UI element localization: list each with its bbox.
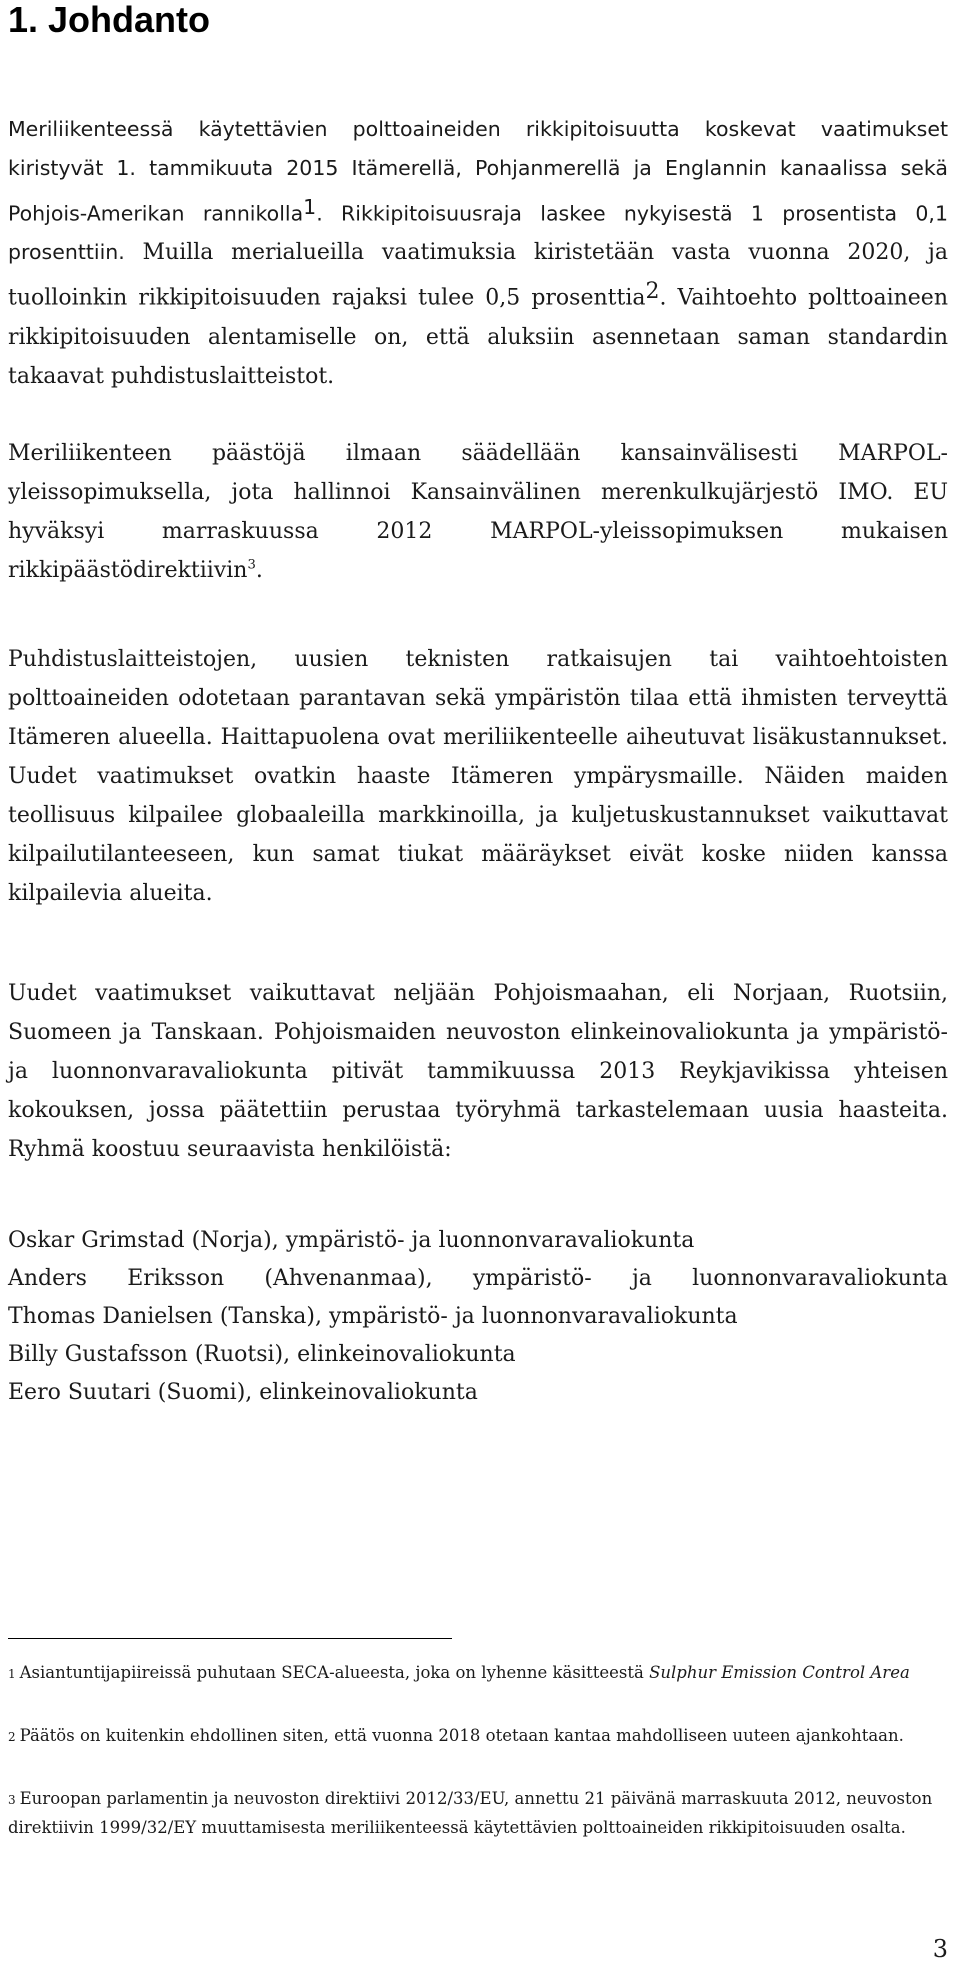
member-list — [8, 1222, 948, 1412]
footnote-1 — [8, 1658, 938, 1687]
footnote-number: 3 — [8, 1793, 16, 1807]
footnote-number: 1 — [8, 1667, 16, 1681]
paragraph-intro — [8, 110, 948, 396]
marpol-text-b: . — [255, 558, 263, 583]
intro-text-b: . Rikkipitoisuusraja laskee nykyisestä 1 prosentista 0,1 prosenttiin. — [8, 201, 948, 265]
footnote-3 — [8, 1784, 938, 1842]
footnote-ref-3[interactable]: 3 — [247, 557, 256, 573]
paragraph-working-group: Uudet vaatimukset vaikuttavat neljään Pohjoismaahan, eli Norjaan, Ruotsiin, Suomeen ja Tanskaan. Pohjoismaiden neuvoston elinkeinovaliokunta ja ympäristö- ja luonnonvaravaliokunta pitivät tammikuussa 2013 Reykjavikissa yhteisen kokouksen, jossa päätettiin perustaa työryhmä tarkastelemaan uusia haasteita. Ryhmä koostuu seuraavista henkilöistä: — [8, 981, 948, 1162]
footnote-text: Päätös on kuitenkin ehdollinen siten, että vuonna 2018 otetaan kantaa mahdolliseen uuteen ajankohtaan. — [19, 1726, 904, 1745]
member-item: Thomas Danielsen (Tanska), ympäristö- ja luonnonvaravaliokunta — [8, 1304, 738, 1329]
section-heading: 1. Johdanto — [8, 0, 211, 40]
paragraph-impact: Puhdistuslaitteistojen, uusien teknisten ratkaisujen tai vaihtoehtoisten polttoaineiden odotetaan parantavan sekä ympäristön tilaa että ihmisten terveyttä Itämeren alueella. Haittapuolena ovat meriliikenteelle aiheutuvat lisäkustannukset. Uudet vaatimukset ovatkin haaste Itämeren ympärysmaille. Näiden maiden teollisuus kilpailee globaaleilla markkinoilla, ja kuljetuskustannukset vaikuttavat kilpailutilanteeseen, kun samat tiukat määräykset eivät koske niiden kanssa kilpailevia alueita. — [8, 647, 948, 906]
footnote-2 — [8, 1721, 938, 1750]
footnote-ref-2[interactable]: 2 — [645, 279, 660, 305]
member-item: Eero Suutari (Suomi), elinkeinovaliokunta — [8, 1380, 478, 1405]
intro-text-c: Muilla merialueilla vaatimuksia kiristetään vasta vuonna 2020, ja tuolloinkin rikkipitoisuuden rajaksi tulee 0,5 prosenttia — [8, 240, 948, 311]
member-item: Billy Gustafsson (Ruotsi), elinkeinovaliokunta — [8, 1342, 516, 1367]
footnote-italic-term: Sulphur Emission Control Area — [649, 1663, 910, 1682]
intro-text-a: Meriliikenteessä käytettävien polttoaineiden rikkipitoisuutta koskevat vaatimukset kiristyvät 1. tammikuuta 2015 Itämerellä, Pohjanmerellä ja Englannin kanaalissa sekä Pohjois-Amerikan rannikolla — [8, 117, 948, 226]
paragraph-marpol — [8, 434, 948, 590]
footnote-text: Euroopan parlamentin ja neuvoston direktiivi 2012/33/EU, annettu 21 päivänä marraskuuta 2012, neuvoston direktiivin 1999/32/EY muuttamisesta meriliikenteessä käytettävien polttoaineiden rikkipitoisuuden osalta. — [8, 1789, 933, 1837]
footnote-divider — [8, 1638, 452, 1639]
footnote-number: 2 — [8, 1730, 16, 1744]
member-item: Anders Eriksson (Ahvenanmaa), ympäristö- ja luonnonvaravaliokunta — [8, 1266, 948, 1291]
footnote-ref-1[interactable]: 1 — [303, 195, 317, 219]
intro-text-d: . Vaihtoehto polttoaineen rikkipitoisuuden alentamiselle on, että aluksiin asennetaan saman standardin takaavat puhdistuslaitteistot. — [8, 285, 948, 389]
footnote-text: Asiantuntijapiireissä puhutaan SECA-alueesta, joka on lyhenne käsitteestä — [19, 1663, 650, 1682]
member-item: Oskar Grimstad (Norja), ympäristö- ja luonnonvaravaliokunta — [8, 1228, 695, 1253]
page-number: 3 — [932, 1935, 948, 1963]
marpol-text-a: Meriliikenteen päästöjä ilmaan säädellään kansainvälisesti MARPOL-yleissopimuksella, jota hallinnoi Kansainvälinen merenkulkujärjestö IMO. EU hyväksyi marraskuussa 2012 MARPOL-yleissopimuksen mukaisen rikkipäästödirektiivin — [8, 441, 948, 583]
